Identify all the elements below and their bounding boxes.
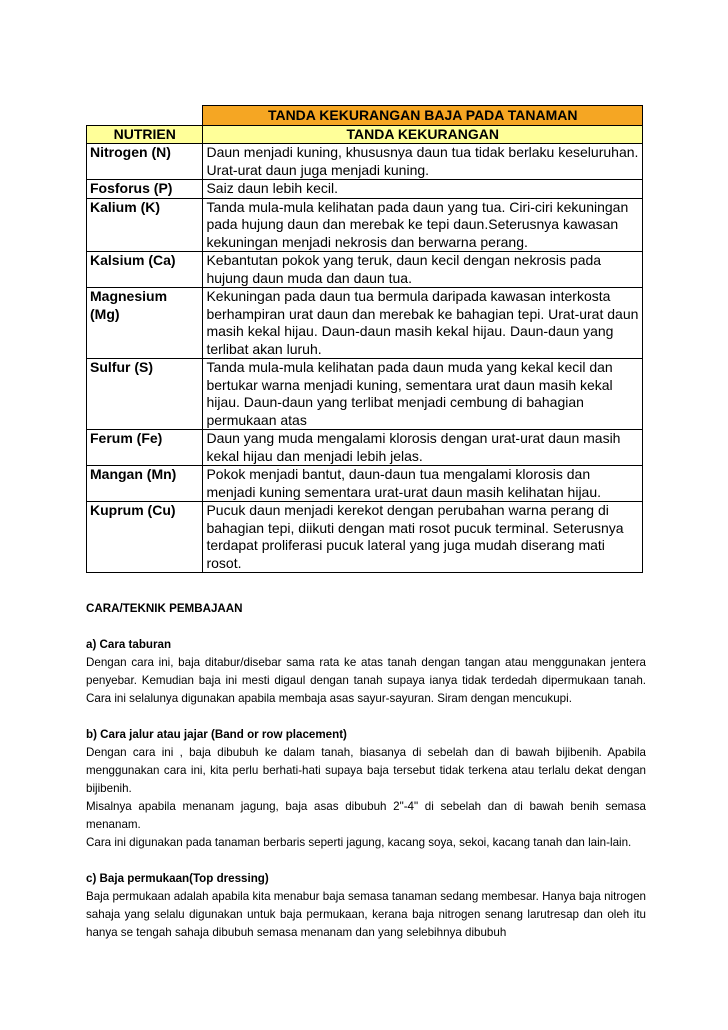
nutrient-cell: Kuprum (Cu) xyxy=(87,502,203,573)
section-heading: CARA/TEKNIK PEMBAJAAN xyxy=(86,602,243,615)
table-title-spacer xyxy=(87,106,203,126)
sign-cell: Tanda mula-mula kelihatan pada daun yang tua. Ciri-ciri kekuningan pada hujung daun dan merebak ke tepi daun.Seterusnya kawasan kekuningan menjadi nekrosis dan berwarna perang. xyxy=(203,198,643,252)
table-row xyxy=(87,466,643,502)
sign-cell: Kekuningan pada daun tua bermula daripada kawasan interkosta berhampiran urat daun dan merebak ke bahagian tepi. Urat-urat daun masih kekal hijau. Daun-daun masih kekal hijau. Daun-daun yang terlibat akan luruh. xyxy=(203,288,643,359)
nutrient-cell: Mangan (Mn) xyxy=(87,466,203,502)
table-title: TANDA KEKURANGAN BAJA PADA TANAMAN xyxy=(203,106,643,126)
nutrient-cell: Kalsium (Ca) xyxy=(87,252,203,288)
fertilizing-techniques-section xyxy=(86,600,646,942)
sign-cell: Saiz daun lebih kecil. xyxy=(203,180,643,199)
sign-cell: Pucuk daun menjadi kerekot dengan perubahan warna perang di bahagian tepi, diikuti dengan mati rosot pucuk terminal. Seterusnya terdapat proliferasi pucuk lateral yang juga mudah diserang mati rosot. xyxy=(203,502,643,573)
column-header-sign: TANDA KEKURANGAN xyxy=(203,125,643,144)
table-row xyxy=(87,359,643,430)
paragraph: Dengan cara ini , baja dibubuh ke dalam tanah, biasanya di sebelah dan di bawah bijibenih. Apabila menggunakan cara ini, kita perlu berhati-hati supaya baja tersebut tidak terkena atau terlalu dekat dengan bijibenih. xyxy=(86,746,646,795)
table-header-row xyxy=(87,125,643,144)
nutrient-cell: Kalium (K) xyxy=(87,198,203,252)
table-row xyxy=(87,288,643,359)
column-header-nutrient: NUTRIEN xyxy=(87,125,203,144)
table-title-row xyxy=(87,106,643,126)
table-row xyxy=(87,180,643,199)
sign-cell: Pokok menjadi bantut, daun-daun tua mengalami klorosis dan menjadi kuning sementara urat-urat daun masih kelihatan hijau. xyxy=(203,466,643,502)
nutrient-deficiency-table xyxy=(86,105,643,573)
paragraph: Cara ini digunakan pada tanaman berbaris seperti jagung, kacang soya, sekoi, kacang tanah dan lain-lain. xyxy=(86,836,632,849)
table-row xyxy=(87,144,643,180)
table-row xyxy=(87,430,643,466)
table-row xyxy=(87,252,643,288)
paragraph: Misalnya apabila menanam jagung, baja asas dibubuh 2"-4" di sebelah dan di bawah benih semasa menanam. xyxy=(86,800,646,831)
sign-cell: Daun yang muda mengalami klorosis dengan urat-urat daun masih kekal hijau dan menjadi lebih jelas. xyxy=(203,430,643,466)
subsection-title-b: b) Cara jalur atau jajar (Band or row placement) xyxy=(86,728,347,741)
sign-cell: Kebantutan pokok yang teruk, daun kecil dengan nekrosis pada hujung daun muda dan daun tua. xyxy=(203,252,643,288)
table-row xyxy=(87,502,643,573)
subsection-title-c: c) Baja permukaan(Top dressing) xyxy=(86,872,269,885)
sign-cell: Daun menjadi kuning, khususnya daun tua tidak berlaku keseluruhan. Urat-urat daun juga menjadi kuning. xyxy=(203,144,643,180)
paragraph: Dengan cara ini, baja ditabur/disebar sama rata ke atas tanah dengan tangan atau menggunakan jentera penyebar. Kemudian baja ini mesti digaul dengan tanah supaya ianya tidak terdedah dipermukaan tanah. Cara ini selalunya digunakan apabila membaja asas sayur-sayuran. Siram dengan mencukupi. xyxy=(86,656,646,705)
nutrient-cell: Ferum (Fe) xyxy=(87,430,203,466)
paragraph: Baja permukaan adalah apabila kita menabur baja semasa tanaman sedang membesar. Hanya baja nitrogen sahaja yang selalu digunakan untuk baja permukaan, kerana baja nitrogen senang larutresap dan oleh itu hanya se tengah sahaja dibubuh semasa menanam dan yang selebihnya dibubuh xyxy=(86,890,646,939)
sign-cell: Tanda mula-mula kelihatan pada daun muda yang kekal kecil dan bertukar warna menjadi kuning, sementara urat daun masih kekal hijau. Daun-daun yang terlibat menjadi cembung di bahagian permukaan atas xyxy=(203,359,643,430)
table-row xyxy=(87,198,643,252)
nutrient-cell: Nitrogen (N) xyxy=(87,144,203,180)
subsection-title-a: a) Cara taburan xyxy=(86,638,172,651)
nutrient-cell: Magnesium (Mg) xyxy=(87,288,203,359)
nutrient-cell: Fosforus (P) xyxy=(87,180,203,199)
nutrient-cell: Sulfur (S) xyxy=(87,359,203,430)
